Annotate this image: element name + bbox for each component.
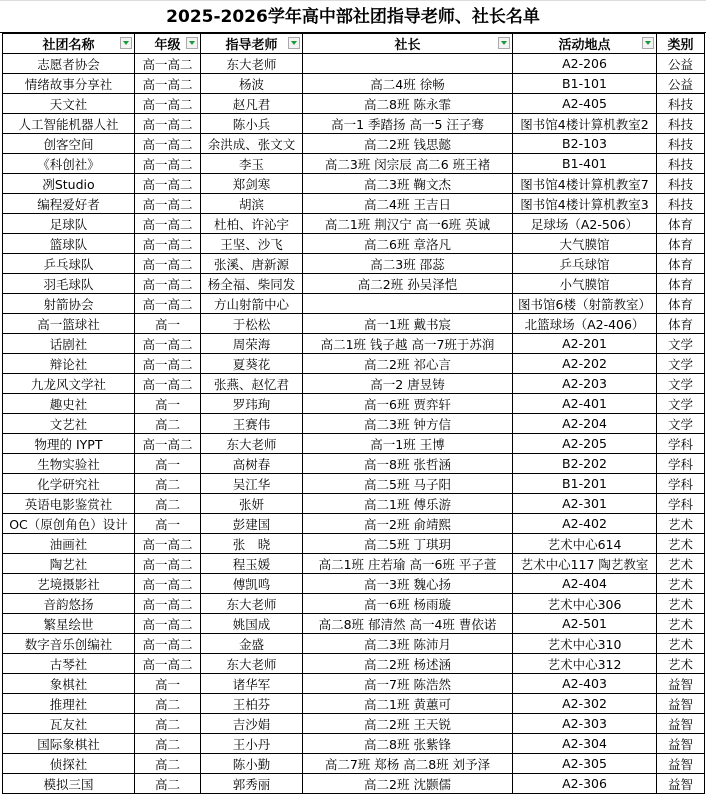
grade-cell[interactable]: 高一高二 — [135, 194, 201, 214]
grade-cell[interactable]: 高二 — [135, 774, 201, 794]
table-row — [3, 474, 705, 494]
location-cell[interactable]: 北篮球场（A2-406） — [513, 314, 657, 334]
president-cell[interactable]: 高二8班 张紫锋 — [303, 734, 513, 754]
category-cell[interactable]: 学科 — [657, 454, 705, 474]
grade-cell[interactable]: 高一 — [135, 674, 201, 694]
club-name-cell[interactable]: 音韵悠扬 — [3, 594, 135, 614]
teacher-cell[interactable]: 罗玮珣 — [201, 394, 303, 414]
location-cell[interactable]: A2-202 — [513, 354, 657, 374]
teacher-cell[interactable]: 诸华军 — [201, 674, 303, 694]
club-name-cell[interactable]: 古琴社 — [3, 654, 135, 674]
club-name-cell[interactable]: 编程爱好者 — [3, 194, 135, 214]
table-row — [3, 614, 705, 634]
club-name-cell[interactable]: 九龙风文学社 — [3, 374, 135, 394]
teacher-cell[interactable]: 郑剑寒 — [201, 174, 303, 194]
header-label: 活动地点 — [558, 38, 611, 53]
teacher-cell[interactable]: 东大老师 — [201, 654, 303, 674]
location-cell[interactable]: A2-302 — [513, 694, 657, 714]
grade-cell[interactable]: 高一高二 — [135, 254, 201, 274]
president-cell[interactable]: 高一1 季踏扬 高一5 汪子骞 — [303, 114, 513, 134]
table-row — [3, 374, 705, 394]
president-cell[interactable]: 高二5班 马子阳 — [303, 474, 513, 494]
table-row — [3, 434, 705, 454]
location-cell[interactable]: A2-303 — [513, 714, 657, 734]
table-row — [3, 734, 705, 754]
club-name-cell[interactable]: 足球队 — [3, 214, 135, 234]
club-table — [2, 33, 705, 794]
filter-dropdown-icon[interactable] — [120, 37, 132, 49]
club-name-cell[interactable]: 文艺社 — [3, 414, 135, 434]
location-cell[interactable]: B1-101 — [513, 74, 657, 94]
table-row — [3, 534, 705, 554]
location-cell[interactable]: 图书馆4楼计算机教室2 — [513, 114, 657, 134]
category-cell[interactable]: 艺术 — [657, 534, 705, 554]
category-cell[interactable]: 艺术 — [657, 574, 705, 594]
category-cell[interactable]: 科技 — [657, 94, 705, 114]
grade-cell[interactable]: 高二 — [135, 474, 201, 494]
table-row — [3, 214, 705, 234]
table-row — [3, 634, 705, 654]
president-cell[interactable]: 高二1班 黄蕙可 — [303, 694, 513, 714]
teacher-cell[interactable]: 金盛 — [201, 634, 303, 654]
location-cell[interactable]: A2-403 — [513, 674, 657, 694]
table-row — [3, 774, 705, 794]
grade-cell[interactable]: 高一高二 — [135, 134, 201, 154]
table-row — [3, 54, 705, 74]
category-cell[interactable]: 科技 — [657, 134, 705, 154]
category-cell[interactable]: 公益 — [657, 54, 705, 74]
filter-dropdown-icon[interactable] — [498, 37, 510, 49]
teacher-cell[interactable]: 王赛伟 — [201, 414, 303, 434]
location-cell[interactable]: A2-501 — [513, 614, 657, 634]
teacher-cell[interactable]: 张 晓 — [201, 534, 303, 554]
grade-cell[interactable]: 高一高二 — [135, 434, 201, 454]
category-cell[interactable]: 科技 — [657, 194, 705, 214]
president-cell[interactable]: 高二5班 丁琪玥 — [303, 534, 513, 554]
table-row — [3, 234, 705, 254]
club-name-cell[interactable]: 推理社 — [3, 694, 135, 714]
teacher-cell[interactable]: 程玉媛 — [201, 554, 303, 574]
grade-cell[interactable]: 高二 — [135, 714, 201, 734]
president-cell[interactable]: 高一1班 王博 — [303, 434, 513, 454]
location-cell[interactable]: 艺术中心614 — [513, 534, 657, 554]
president-cell[interactable]: 高二1班 钱子越 高一7班于苏润 — [303, 334, 513, 354]
teacher-cell[interactable]: 吉沙娟 — [201, 714, 303, 734]
teacher-cell[interactable]: 姚国成 — [201, 614, 303, 634]
category-cell[interactable]: 公益 — [657, 74, 705, 94]
grade-cell[interactable]: 高一高二 — [135, 114, 201, 134]
category-cell[interactable]: 文学 — [657, 334, 705, 354]
president-cell[interactable]: 高一6班 贾弈轩 — [303, 394, 513, 414]
grade-cell[interactable]: 高一高二 — [135, 634, 201, 654]
filter-dropdown-icon[interactable] — [642, 37, 654, 49]
grade-cell[interactable]: 高一高二 — [135, 54, 201, 74]
location-cell[interactable]: A2-204 — [513, 414, 657, 434]
category-cell[interactable]: 学科 — [657, 474, 705, 494]
president-cell[interactable]: 高二6班 章洛凡 — [303, 234, 513, 254]
teacher-cell[interactable]: 王小丹 — [201, 734, 303, 754]
club-name-cell[interactable]: 天文社 — [3, 94, 135, 114]
table-row — [3, 694, 705, 714]
table-row — [3, 494, 705, 514]
president-cell[interactable]: 高二2班 沈颢儒 — [303, 774, 513, 794]
category-cell[interactable]: 益智 — [657, 754, 705, 774]
grade-cell[interactable]: 高一高二 — [135, 334, 201, 354]
category-cell[interactable]: 文学 — [657, 414, 705, 434]
president-cell[interactable]: 高一8班 张哲涵 — [303, 454, 513, 474]
club-name-cell[interactable]: 《科创社》 — [3, 154, 135, 174]
teacher-cell[interactable]: 王柏芬 — [201, 694, 303, 714]
table-row — [3, 154, 705, 174]
teacher-cell[interactable]: 陈小勤 — [201, 754, 303, 774]
grade-cell[interactable]: 高二 — [135, 734, 201, 754]
grade-cell[interactable]: 高二 — [135, 694, 201, 714]
location-cell[interactable]: A2-401 — [513, 394, 657, 414]
club-name-cell[interactable]: 乒乓球队 — [3, 254, 135, 274]
teacher-cell[interactable]: 陈小兵 — [201, 114, 303, 134]
teacher-cell[interactable]: 胡滨 — [201, 194, 303, 214]
club-name-cell[interactable]: 侦探社 — [3, 754, 135, 774]
grade-cell[interactable]: 高一高二 — [135, 574, 201, 594]
category-cell[interactable]: 益智 — [657, 774, 705, 794]
category-cell[interactable]: 艺术 — [657, 634, 705, 654]
club-name-cell[interactable]: 情绪故事分享社 — [3, 74, 135, 94]
location-cell[interactable]: 艺术中心310 — [513, 634, 657, 654]
grade-cell[interactable]: 高一高二 — [135, 274, 201, 294]
location-cell[interactable]: A2-306 — [513, 774, 657, 794]
category-cell[interactable]: 体育 — [657, 254, 705, 274]
table-row — [3, 274, 705, 294]
category-cell[interactable]: 体育 — [657, 214, 705, 234]
president-cell[interactable]: 高一6班 杨雨璇 — [303, 594, 513, 614]
president-cell[interactable]: 高二1班 庄若瑜 高一6班 平子萱 — [303, 554, 513, 574]
location-cell[interactable]: 乒乓球馆 — [513, 254, 657, 274]
location-cell[interactable]: A2-304 — [513, 734, 657, 754]
location-cell[interactable]: A2-206 — [513, 54, 657, 74]
location-cell[interactable]: A2-404 — [513, 574, 657, 594]
grade-cell[interactable]: 高一 — [135, 394, 201, 414]
grade-cell[interactable]: 高一高二 — [135, 374, 201, 394]
grade-cell[interactable]: 高一高二 — [135, 294, 201, 314]
table-row — [3, 74, 705, 94]
grade-cell[interactable]: 高一高二 — [135, 74, 201, 94]
location-cell[interactable]: A2-305 — [513, 754, 657, 774]
club-name-cell[interactable]: 陶艺社 — [3, 554, 135, 574]
president-cell[interactable]: 高二1班 荆汉宁 高一6班 英诚 — [303, 214, 513, 234]
location-cell[interactable]: A2-301 — [513, 494, 657, 514]
table-row — [3, 254, 705, 274]
club-name-cell[interactable]: 英语电影鉴赏社 — [3, 494, 135, 514]
table-row — [3, 394, 705, 414]
teacher-cell[interactable]: 杨全福、柴同发 — [201, 274, 303, 294]
teacher-cell[interactable]: 杨波 — [201, 74, 303, 94]
president-cell[interactable]: 高二8班 陈永霏 — [303, 94, 513, 114]
teacher-cell[interactable]: 王坚、沙飞 — [201, 234, 303, 254]
location-cell[interactable]: A2-205 — [513, 434, 657, 454]
category-cell[interactable]: 科技 — [657, 174, 705, 194]
table-row — [3, 594, 705, 614]
table-row — [3, 654, 705, 674]
president-cell[interactable]: 高二3班 邵蕊 — [303, 254, 513, 274]
teacher-cell[interactable]: 张妍 — [201, 494, 303, 514]
location-cell[interactable]: 足球场（A2-506） — [513, 214, 657, 234]
president-cell[interactable]: 高二2班 王天锐 — [303, 714, 513, 734]
club-name-cell[interactable]: 射箭协会 — [3, 294, 135, 314]
category-cell[interactable]: 艺术 — [657, 554, 705, 574]
category-cell[interactable]: 益智 — [657, 674, 705, 694]
club-name-cell[interactable]: 瓦友社 — [3, 714, 135, 734]
location-cell[interactable]: A2-402 — [513, 514, 657, 534]
president-cell[interactable] — [303, 294, 513, 314]
club-name-cell[interactable]: 辩论社 — [3, 354, 135, 374]
location-cell[interactable]: 艺术中心306 — [513, 594, 657, 614]
grade-cell[interactable]: 高一高二 — [135, 594, 201, 614]
table-row — [3, 454, 705, 474]
grade-cell[interactable]: 高一高二 — [135, 534, 201, 554]
teacher-cell[interactable]: 余洪成、张文文 — [201, 134, 303, 154]
teacher-cell[interactable]: 张燕、赵忆君 — [201, 374, 303, 394]
teacher-cell[interactable]: 张溪、唐新源 — [201, 254, 303, 274]
grade-cell[interactable]: 高一高二 — [135, 174, 201, 194]
president-cell[interactable]: 高二3班 闵宗辰 高二6 班王褚 — [303, 154, 513, 174]
grade-cell[interactable]: 高二 — [135, 754, 201, 774]
president-cell[interactable]: 高二3班 钟方信 — [303, 414, 513, 434]
location-cell[interactable]: 小气膜馆 — [513, 274, 657, 294]
club-name-cell[interactable]: 艺境摄影社 — [3, 574, 135, 594]
location-cell[interactable]: 图书馆4楼计算机教室3 — [513, 194, 657, 214]
category-cell[interactable]: 体育 — [657, 314, 705, 334]
grade-cell[interactable]: 高二 — [135, 414, 201, 434]
club-name-cell[interactable]: 羽毛球队 — [3, 274, 135, 294]
table-row — [3, 354, 705, 374]
club-name-cell[interactable]: 冽Studio — [3, 174, 135, 194]
teacher-cell[interactable]: 吴江华 — [201, 474, 303, 494]
president-cell[interactable]: 高二3班 陈沛月 — [303, 634, 513, 654]
table-row — [3, 114, 705, 134]
header-grade — [135, 34, 201, 54]
club-name-cell[interactable]: 话剧社 — [3, 334, 135, 354]
club-name-cell[interactable]: 人工智能机器人社 — [3, 114, 135, 134]
grade-cell[interactable]: 高一 — [135, 514, 201, 534]
grade-cell[interactable]: 高二 — [135, 494, 201, 514]
teacher-cell[interactable]: 李玉 — [201, 154, 303, 174]
category-cell[interactable]: 益智 — [657, 694, 705, 714]
table-row — [3, 174, 705, 194]
club-name-cell[interactable]: 创客空间 — [3, 134, 135, 154]
teacher-cell[interactable]: 高树春 — [201, 454, 303, 474]
header-row — [3, 34, 705, 54]
teacher-cell[interactable]: 赵凡君 — [201, 94, 303, 114]
category-cell[interactable]: 艺术 — [657, 514, 705, 534]
table-row — [3, 134, 705, 154]
grade-cell[interactable]: 高一高二 — [135, 154, 201, 174]
table-row — [3, 574, 705, 594]
president-cell[interactable]: 高一3班 魏心扬 — [303, 574, 513, 594]
sheet-title: 2025-2026学年高中部社团指导老师、社长名单 — [0, 0, 706, 33]
club-name-cell[interactable]: OC（原创角色）设计 — [3, 514, 135, 534]
president-cell[interactable]: 高二2班 钱思懿 — [303, 134, 513, 154]
president-cell[interactable]: 高二2班 杨述涵 — [303, 654, 513, 674]
teacher-cell[interactable]: 周荣海 — [201, 334, 303, 354]
president-cell[interactable]: 高二4班 徐畅 — [303, 74, 513, 94]
club-name-cell[interactable]: 繁星绘世 — [3, 614, 135, 634]
table-row — [3, 294, 705, 314]
table-row — [3, 94, 705, 114]
category-cell[interactable]: 体育 — [657, 294, 705, 314]
category-cell[interactable]: 艺术 — [657, 614, 705, 634]
club-name-cell[interactable]: 趣史社 — [3, 394, 135, 414]
category-cell[interactable]: 科技 — [657, 114, 705, 134]
president-cell[interactable]: 高一1班 戴书宸 — [303, 314, 513, 334]
table-row — [3, 194, 705, 214]
header-label: 社长 — [394, 38, 421, 53]
president-cell[interactable]: 高二2班 孙吴泽恺 — [303, 274, 513, 294]
grade-cell[interactable]: 高一高二 — [135, 214, 201, 234]
header-club-name — [3, 34, 135, 54]
president-cell[interactable]: 高二1班 傅乐游 — [303, 494, 513, 514]
category-cell[interactable]: 文学 — [657, 394, 705, 414]
header-president — [303, 34, 513, 54]
location-cell[interactable]: 图书馆4楼计算机教室7 — [513, 174, 657, 194]
table-row — [3, 334, 705, 354]
location-cell[interactable]: B1-401 — [513, 154, 657, 174]
location-cell[interactable]: A2-203 — [513, 374, 657, 394]
category-cell[interactable]: 文学 — [657, 374, 705, 394]
category-cell[interactable]: 体育 — [657, 274, 705, 294]
table-row — [3, 754, 705, 774]
category-cell[interactable]: 学科 — [657, 494, 705, 514]
grade-cell[interactable]: 高一 — [135, 314, 201, 334]
header-category — [657, 34, 705, 54]
club-name-cell[interactable]: 化学研究社 — [3, 474, 135, 494]
header-teacher — [201, 34, 303, 54]
category-cell[interactable]: 体育 — [657, 234, 705, 254]
teacher-cell[interactable]: 彭建国 — [201, 514, 303, 534]
category-cell[interactable]: 学科 — [657, 434, 705, 454]
club-name-cell[interactable]: 高一篮球社 — [3, 314, 135, 334]
category-cell[interactable]: 艺术 — [657, 594, 705, 614]
teacher-cell[interactable]: 东大老师 — [201, 54, 303, 74]
header-label: 类别 — [667, 38, 694, 53]
president-cell[interactable]: 高一2班 俞靖熙 — [303, 514, 513, 534]
grade-cell[interactable]: 高一高二 — [135, 654, 201, 674]
grade-cell[interactable]: 高一高二 — [135, 614, 201, 634]
filter-dropdown-icon[interactable] — [186, 37, 198, 49]
president-cell[interactable]: 高二7班 郑杨 高二8班 刘予泽 — [303, 754, 513, 774]
table-row — [3, 674, 705, 694]
header-label: 指导老师 — [225, 38, 278, 53]
club-name-cell[interactable]: 模拟三国 — [3, 774, 135, 794]
teacher-cell[interactable]: 东大老师 — [201, 594, 303, 614]
teacher-cell[interactable]: 傅凯鸣 — [201, 574, 303, 594]
club-name-cell[interactable]: 篮球队 — [3, 234, 135, 254]
grade-cell[interactable]: 高一高二 — [135, 234, 201, 254]
president-cell[interactable]: 高一7班 陈浩然 — [303, 674, 513, 694]
location-cell[interactable]: 图书馆6楼（射箭教室） — [513, 294, 657, 314]
teacher-cell[interactable]: 杜柏、许沁宇 — [201, 214, 303, 234]
grade-cell[interactable]: 高一 — [135, 454, 201, 474]
location-cell[interactable]: B2-202 — [513, 454, 657, 474]
grade-cell[interactable]: 高一高二 — [135, 94, 201, 114]
teacher-cell[interactable]: 郭秀丽 — [201, 774, 303, 794]
location-cell[interactable]: 艺术中心312 — [513, 654, 657, 674]
location-cell[interactable]: A2-201 — [513, 334, 657, 354]
club-name-cell[interactable]: 物理的 IYPT — [3, 434, 135, 454]
grade-cell[interactable]: 高一高二 — [135, 554, 201, 574]
header-location — [513, 34, 657, 54]
teacher-cell[interactable]: 方山射箭中心 — [201, 294, 303, 314]
president-cell[interactable] — [303, 54, 513, 74]
teacher-cell[interactable]: 东大老师 — [201, 434, 303, 454]
location-cell[interactable]: 大气膜馆 — [513, 234, 657, 254]
table-row — [3, 314, 705, 334]
president-cell[interactable]: 高二2班 祁心言 — [303, 354, 513, 374]
club-name-cell[interactable]: 生物实验社 — [3, 454, 135, 474]
filter-dropdown-icon[interactable] — [288, 37, 300, 49]
category-cell[interactable]: 艺术 — [657, 654, 705, 674]
category-cell[interactable]: 文学 — [657, 354, 705, 374]
club-name-cell[interactable]: 志愿者协会 — [3, 54, 135, 74]
teacher-cell[interactable]: 于松松 — [201, 314, 303, 334]
header-label: 年级 — [154, 38, 181, 53]
table-row — [3, 554, 705, 574]
president-cell[interactable]: 高二8班 郁清然 高一4班 曹依诺 — [303, 614, 513, 634]
club-name-cell[interactable]: 国际象棋社 — [3, 734, 135, 754]
category-cell[interactable]: 科技 — [657, 154, 705, 174]
grade-cell[interactable]: 高一高二 — [135, 354, 201, 374]
table-row — [3, 514, 705, 534]
location-cell[interactable]: B1-201 — [513, 474, 657, 494]
teacher-cell[interactable]: 夏葵花 — [201, 354, 303, 374]
club-name-cell[interactable]: 象棋社 — [3, 674, 135, 694]
category-cell[interactable]: 益智 — [657, 734, 705, 754]
club-name-cell[interactable]: 数字音乐创编社 — [3, 634, 135, 654]
location-cell[interactable]: B2-103 — [513, 134, 657, 154]
president-cell[interactable]: 高一2 唐昱铸 — [303, 374, 513, 394]
table-row — [3, 414, 705, 434]
table-row — [3, 714, 705, 734]
category-cell[interactable]: 益智 — [657, 714, 705, 734]
president-cell[interactable]: 高二3班 鞠文杰 — [303, 174, 513, 194]
location-cell[interactable]: 艺术中心117 陶艺教室 — [513, 554, 657, 574]
header-label: 社团名称 — [42, 38, 95, 53]
president-cell[interactable]: 高二4班 王吉日 — [303, 194, 513, 214]
club-name-cell[interactable]: 油画社 — [3, 534, 135, 554]
location-cell[interactable]: A2-405 — [513, 94, 657, 114]
